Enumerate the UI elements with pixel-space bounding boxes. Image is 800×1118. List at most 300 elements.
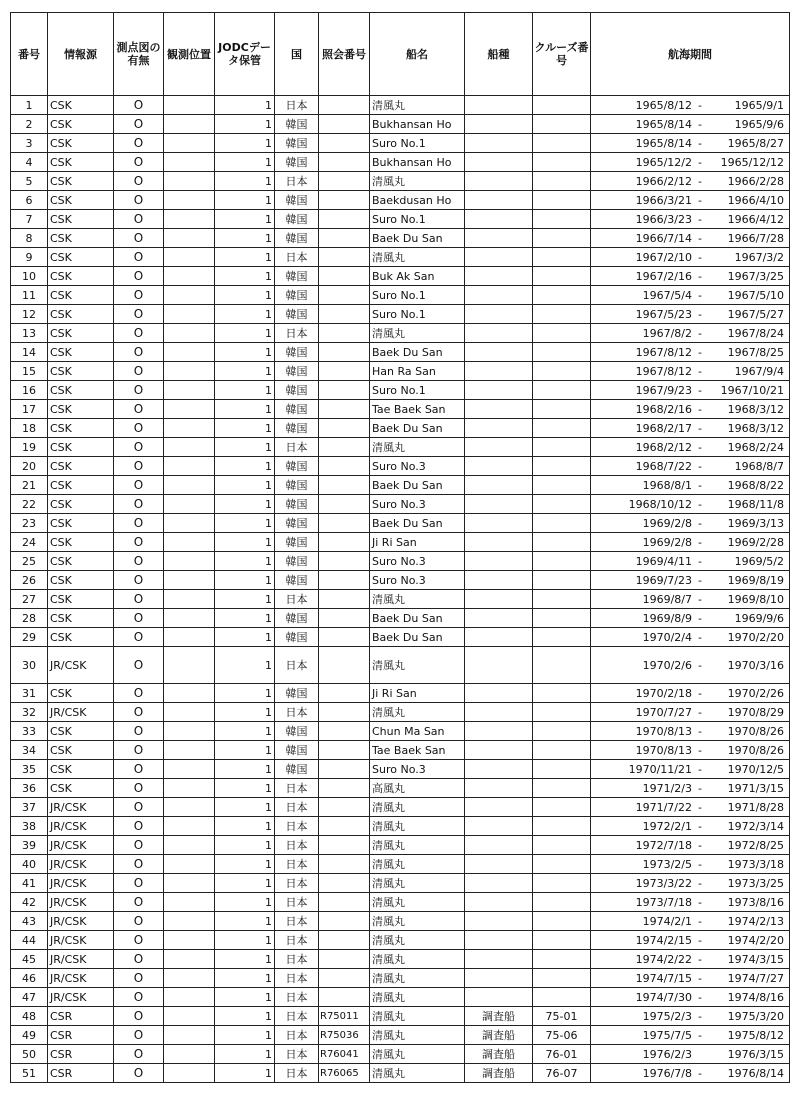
voyage-period (591, 1064, 790, 1083)
period-start: 1967/8/12 (635, 345, 692, 359)
station-map-mark: O (114, 362, 164, 381)
observation-position (164, 1045, 215, 1064)
voyage-period (591, 286, 790, 305)
table-row (11, 931, 790, 950)
station-map-mark: O (114, 343, 164, 362)
jodc-storage: 1 (215, 153, 275, 172)
info-source: CSK (48, 628, 114, 647)
period-end: 1975/3/20 (727, 1009, 784, 1023)
station-map-mark: O (114, 1026, 164, 1045)
station-map-mark: O (114, 96, 164, 115)
period-dash: - (698, 497, 702, 511)
info-source: JR/CSK (48, 988, 114, 1007)
reference-number (319, 153, 370, 172)
table-row (11, 1007, 790, 1026)
station-map-mark: O (114, 286, 164, 305)
cruise-number (533, 419, 591, 438)
country: 韓国 (275, 741, 319, 760)
ship-type (465, 931, 533, 950)
table-row (11, 988, 790, 1007)
cruise-number (533, 191, 591, 210)
jodc-storage: 1 (215, 1026, 275, 1045)
period-start: 1970/11/21 (628, 762, 692, 776)
country: 日本 (275, 1026, 319, 1045)
cruise-number (533, 893, 591, 912)
voyage-period (591, 590, 790, 609)
period-dash: - (698, 895, 702, 909)
ship-type (465, 134, 533, 153)
info-source: JR/CSK (48, 969, 114, 988)
country: 韓国 (275, 476, 319, 495)
table-row (11, 893, 790, 912)
reference-number (319, 552, 370, 571)
period-dash: - (698, 592, 702, 606)
period-start: 1965/8/14 (635, 117, 692, 131)
reference-number (319, 722, 370, 741)
period-end: 1969/2/28 (727, 535, 784, 549)
observation-position (164, 438, 215, 457)
observation-position (164, 191, 215, 210)
period-start: 1968/10/12 (628, 497, 692, 511)
info-source: CSK (48, 476, 114, 495)
row-number: 9 (11, 248, 48, 267)
period-start: 1967/5/4 (642, 288, 692, 302)
ship-type (465, 248, 533, 267)
cruise-number (533, 153, 591, 172)
ship-type (465, 210, 533, 229)
jodc-storage: 1 (215, 931, 275, 950)
station-map-mark: O (114, 609, 164, 628)
period-end: 1976/3/15 (727, 1047, 784, 1061)
jodc-storage: 1 (215, 817, 275, 836)
info-source: JR/CSK (48, 817, 114, 836)
cruise-number (533, 950, 591, 969)
voyage-period (591, 191, 790, 210)
ship-type (465, 191, 533, 210)
station-map-mark: O (114, 703, 164, 722)
ship-name: Ji Ri San (370, 533, 465, 552)
reference-number (319, 134, 370, 153)
ship-name: 高風丸 (370, 779, 465, 798)
ship-name: Suro No.3 (370, 457, 465, 476)
ship-name: Baek Du San (370, 628, 465, 647)
ship-type (465, 893, 533, 912)
table-row (11, 855, 790, 874)
period-start: 1969/4/11 (635, 554, 692, 568)
reference-number (319, 590, 370, 609)
station-map-mark: O (114, 950, 164, 969)
ship-name: 清風丸 (370, 1045, 465, 1064)
jodc-storage: 1 (215, 229, 275, 248)
reference-number (319, 533, 370, 552)
jodc-storage: 1 (215, 628, 275, 647)
period-end: 1969/8/19 (727, 573, 784, 587)
ship-type (465, 495, 533, 514)
station-map-mark: O (114, 931, 164, 950)
info-source: CSK (48, 760, 114, 779)
period-end: 1969/3/13 (727, 516, 784, 530)
country: 韓国 (275, 760, 319, 779)
reference-number (319, 779, 370, 798)
country: 韓国 (275, 400, 319, 419)
info-source: CSK (48, 571, 114, 590)
period-end: 1967/10/21 (720, 383, 784, 397)
reference-number: R75011 (319, 1007, 370, 1026)
period-dash: - (698, 535, 702, 549)
period-start: 1969/7/23 (635, 573, 692, 587)
row-number: 39 (11, 836, 48, 855)
row-number: 14 (11, 343, 48, 362)
period-dash: - (698, 781, 702, 795)
period-end: 1973/3/18 (727, 857, 784, 871)
period-start: 1976/2/3 (642, 1047, 692, 1061)
country: 日本 (275, 647, 319, 684)
header-cruise: クルーズ番号 (533, 13, 591, 96)
station-map-mark: O (114, 798, 164, 817)
country: 日本 (275, 703, 319, 722)
period-start: 1967/8/2 (642, 326, 692, 340)
table-row (11, 476, 790, 495)
reference-number (319, 514, 370, 533)
period-dash: - (698, 819, 702, 833)
info-source: CSR (48, 1007, 114, 1026)
header-row (11, 13, 790, 96)
cruise-number (533, 817, 591, 836)
cruise-number (533, 115, 591, 134)
period-dash: - (698, 800, 702, 814)
ship-name: Han Ra San (370, 362, 465, 381)
period-start: 1970/2/6 (642, 658, 692, 672)
ship-type (465, 362, 533, 381)
cruise-number (533, 988, 591, 1007)
period-end: 1967/8/24 (727, 326, 784, 340)
cruise-number (533, 381, 591, 400)
cruise-number (533, 609, 591, 628)
country: 日本 (275, 324, 319, 343)
ship-name: 清風丸 (370, 96, 465, 115)
header-ship-type: 船種 (465, 13, 533, 96)
voyage-period (591, 400, 790, 419)
country: 日本 (275, 893, 319, 912)
header-period: 航海期間 (591, 13, 790, 96)
period-end: 1967/9/4 (734, 364, 784, 378)
row-number: 4 (11, 153, 48, 172)
table-row (11, 495, 790, 514)
period-start: 1969/2/8 (642, 535, 692, 549)
period-start: 1967/9/23 (635, 383, 692, 397)
country: 日本 (275, 836, 319, 855)
period-end: 1975/8/12 (727, 1028, 784, 1042)
period-dash: - (698, 573, 702, 587)
reference-number (319, 96, 370, 115)
reference-number (319, 495, 370, 514)
jodc-storage: 1 (215, 741, 275, 760)
cruise-number (533, 836, 591, 855)
period-dash: - (698, 554, 702, 568)
jodc-storage: 1 (215, 381, 275, 400)
info-source: CSK (48, 722, 114, 741)
jodc-storage: 1 (215, 950, 275, 969)
reference-number (319, 817, 370, 836)
info-source: JR/CSK (48, 703, 114, 722)
station-map-mark: O (114, 134, 164, 153)
reference-number (319, 286, 370, 305)
country: 韓国 (275, 571, 319, 590)
table-row (11, 950, 790, 969)
period-dash: - (698, 876, 702, 890)
country: 日本 (275, 438, 319, 457)
period-dash: - (698, 269, 702, 283)
period-end: 1973/3/25 (727, 876, 784, 890)
table-row (11, 1064, 790, 1083)
ship-name: Buk Ak San (370, 267, 465, 286)
observation-position (164, 229, 215, 248)
country: 韓国 (275, 343, 319, 362)
period-start: 1967/2/10 (635, 250, 692, 264)
period-dash: - (698, 326, 702, 340)
reference-number: R76041 (319, 1045, 370, 1064)
observation-position (164, 1026, 215, 1045)
period-start: 1967/8/12 (635, 364, 692, 378)
country: 韓国 (275, 115, 319, 134)
row-number: 27 (11, 590, 48, 609)
info-source: CSK (48, 779, 114, 798)
voyage-period (591, 153, 790, 172)
ship-name: Suro No.3 (370, 552, 465, 571)
ship-type (465, 950, 533, 969)
observation-position (164, 741, 215, 760)
observation-position (164, 1007, 215, 1026)
period-start: 1971/7/22 (635, 800, 692, 814)
row-number: 37 (11, 798, 48, 817)
row-number: 44 (11, 931, 48, 950)
ship-type (465, 476, 533, 495)
voyage-period (591, 1026, 790, 1045)
observation-position (164, 798, 215, 817)
jodc-storage: 1 (215, 855, 275, 874)
row-number: 22 (11, 495, 48, 514)
table-row (11, 305, 790, 324)
period-end: 1968/8/22 (727, 478, 784, 492)
country: 韓国 (275, 609, 319, 628)
country: 韓国 (275, 286, 319, 305)
jodc-storage: 1 (215, 248, 275, 267)
table-row (11, 191, 790, 210)
ship-name: Suro No.3 (370, 760, 465, 779)
observation-position (164, 950, 215, 969)
table-row (11, 362, 790, 381)
station-map-mark: O (114, 229, 164, 248)
country: 日本 (275, 931, 319, 950)
table-row (11, 210, 790, 229)
period-end: 1967/8/25 (727, 345, 784, 359)
period-start: 1968/2/16 (635, 402, 692, 416)
station-map-mark: O (114, 628, 164, 647)
cruise-number: 75-06 (533, 1026, 591, 1045)
reference-number (319, 476, 370, 495)
period-end: 1974/8/16 (727, 990, 784, 1004)
voyage-period (591, 703, 790, 722)
period-end: 1970/8/26 (727, 724, 784, 738)
voyage-period (591, 722, 790, 741)
info-source: CSK (48, 495, 114, 514)
country: 韓国 (275, 419, 319, 438)
observation-position (164, 476, 215, 495)
country: 日本 (275, 874, 319, 893)
station-map-mark: O (114, 172, 164, 191)
station-map-mark: O (114, 722, 164, 741)
station-map-mark: O (114, 533, 164, 552)
period-dash: - (698, 288, 702, 302)
cruise-number (533, 703, 591, 722)
cruise-number (533, 343, 591, 362)
observation-position (164, 381, 215, 400)
reference-number (319, 229, 370, 248)
table-row (11, 969, 790, 988)
jodc-storage: 1 (215, 1045, 275, 1064)
period-dash: - (698, 1009, 702, 1023)
ship-type (465, 172, 533, 191)
table-row (11, 172, 790, 191)
station-map-mark: O (114, 969, 164, 988)
row-number: 8 (11, 229, 48, 248)
period-dash: - (698, 364, 702, 378)
observation-position (164, 552, 215, 571)
table-row (11, 684, 790, 703)
period-start: 1970/2/18 (635, 686, 692, 700)
ship-type (465, 969, 533, 988)
ship-type (465, 609, 533, 628)
ship-name: 清風丸 (370, 798, 465, 817)
cruise-number (533, 514, 591, 533)
voyage-period (591, 988, 790, 1007)
voyage-period (591, 1045, 790, 1064)
period-dash: - (698, 307, 702, 321)
period-dash: - (698, 231, 702, 245)
period-dash: - (698, 402, 702, 416)
jodc-storage: 1 (215, 1007, 275, 1026)
table-row (11, 533, 790, 552)
station-map-mark: O (114, 988, 164, 1007)
info-source: JR/CSK (48, 931, 114, 950)
row-number: 10 (11, 267, 48, 286)
voyage-period (591, 495, 790, 514)
table-row (11, 817, 790, 836)
observation-position (164, 400, 215, 419)
cruise-number (533, 134, 591, 153)
period-start: 1969/8/7 (642, 592, 692, 606)
ship-name: 清風丸 (370, 1026, 465, 1045)
observation-position (164, 836, 215, 855)
period-start: 1972/7/18 (635, 838, 692, 852)
reference-number (319, 571, 370, 590)
table-row (11, 381, 790, 400)
station-map-mark: O (114, 115, 164, 134)
period-dash: - (698, 705, 702, 719)
period-start: 1968/8/1 (642, 478, 692, 492)
table-row (11, 134, 790, 153)
row-number: 23 (11, 514, 48, 533)
period-end: 1970/8/26 (727, 743, 784, 757)
ship-name: Suro No.1 (370, 134, 465, 153)
period-end: 1976/8/14 (727, 1066, 784, 1080)
table-row (11, 703, 790, 722)
period-dash: - (698, 136, 702, 150)
observation-position (164, 969, 215, 988)
table-row (11, 552, 790, 571)
cruise-number (533, 476, 591, 495)
row-number: 20 (11, 457, 48, 476)
ship-name: 清風丸 (370, 969, 465, 988)
info-source: JR/CSK (48, 950, 114, 969)
table-row (11, 419, 790, 438)
cruise-number (533, 172, 591, 191)
row-number: 7 (11, 210, 48, 229)
info-source: CSR (48, 1064, 114, 1083)
ship-type (465, 722, 533, 741)
jodc-storage: 1 (215, 912, 275, 931)
reference-number (319, 684, 370, 703)
reference-number (319, 798, 370, 817)
reference-number (319, 988, 370, 1007)
ship-type (465, 874, 533, 893)
period-end: 1968/2/24 (727, 440, 784, 454)
ship-name: 清風丸 (370, 817, 465, 836)
jodc-storage: 1 (215, 286, 275, 305)
ship-name: Baekdusan Ho (370, 191, 465, 210)
observation-position (164, 912, 215, 931)
voyage-period (591, 684, 790, 703)
voyage-period (591, 267, 790, 286)
cruise-number (533, 741, 591, 760)
info-source: JR/CSK (48, 836, 114, 855)
cruise-number (533, 210, 591, 229)
jodc-storage: 1 (215, 798, 275, 817)
info-source: CSK (48, 248, 114, 267)
table-row (11, 722, 790, 741)
country: 日本 (275, 855, 319, 874)
voyage-period (591, 647, 790, 684)
station-map-mark: O (114, 741, 164, 760)
ship-name: Suro No.3 (370, 571, 465, 590)
station-map-mark: O (114, 1007, 164, 1026)
voyage-period (591, 874, 790, 893)
country: 日本 (275, 1064, 319, 1083)
reference-number (319, 628, 370, 647)
info-source: CSK (48, 533, 114, 552)
reference-number (319, 760, 370, 779)
info-source: CSK (48, 590, 114, 609)
period-start: 1967/2/16 (635, 269, 692, 283)
country: 日本 (275, 1007, 319, 1026)
country: 韓国 (275, 191, 319, 210)
table-row (11, 798, 790, 817)
period-dash: - (698, 155, 702, 169)
table-row (11, 912, 790, 931)
period-end: 1965/9/6 (734, 117, 784, 131)
period-end: 1974/2/20 (727, 933, 784, 947)
ship-type (465, 836, 533, 855)
jodc-storage: 1 (215, 703, 275, 722)
ship-name: 清風丸 (370, 893, 465, 912)
voyage-period (591, 628, 790, 647)
ship-name: 清風丸 (370, 855, 465, 874)
row-number: 35 (11, 760, 48, 779)
ship-type (465, 590, 533, 609)
ship-name: Suro No.3 (370, 495, 465, 514)
observation-position (164, 855, 215, 874)
reference-number (319, 836, 370, 855)
